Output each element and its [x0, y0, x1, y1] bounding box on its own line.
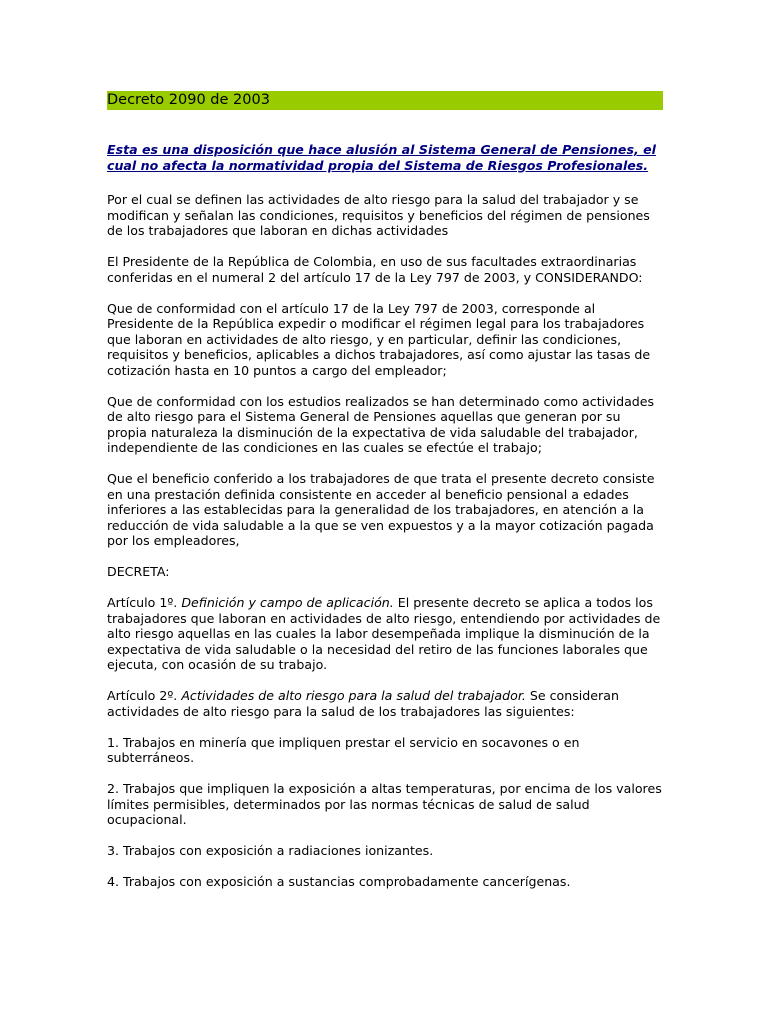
article-2: [107, 688, 663, 719]
article-2-body: Se consideran actividades de alto riesgo para la salud de los trabajadores las siguientes:: [107, 688, 619, 719]
list-item: 1. Trabajos en minería que impliquen prestar el servicio en socavones o en subterráneos.: [107, 734, 580, 765]
article-2-label: Artículo 2º.: [107, 688, 178, 703]
article-2-title: Actividades de alto riesgo para la salud del trabajador.: [181, 688, 526, 703]
document-page: [107, 91, 663, 890]
article-1: [107, 595, 663, 673]
intro-link[interactable]: Esta es una disposición que hace alusión al Sistema General de Pensiones, el cual no afecta la normatividad propia del Sistema de Riesgos Profesionales.: [107, 142, 656, 173]
list-item: 2. Trabajos que impliquen la exposición a altas temperaturas, por encima de los valores límites permisibles, determinados por las normas técnicas de salud de salud ocupacional.: [107, 781, 662, 827]
article-1-title: Definición y campo de aplicación.: [181, 595, 394, 610]
paragraph-purpose: Por el cual se definen las actividades de alto riesgo para la salud del trabajador y se modifican y señalan las condiciones, requisitos y beneficios del régimen de pensiones de los trabajadores que laboran en dichas actividades: [107, 192, 650, 238]
paragraph-considerando-3: Que el beneficio conferido a los trabajadores de que trata el presente decreto consiste en una prestación definida consistente en acceder al beneficio pensional a edades inferiores a las establecidas para la generalidad de los trabajadores, en atención a la reducción de vida saludable a la que se ven expuestos y a la mayor cotización pagada por los empleadores,: [107, 471, 655, 548]
decreta-heading: DECRETA:: [107, 564, 170, 579]
list-item: 3. Trabajos con exposición a radiaciones ionizantes.: [107, 843, 434, 858]
list-item: 4. Trabajos con exposición a sustancias comprobadamente cancerígenas.: [107, 874, 571, 889]
article-1-body: El presente decreto se aplica a todos los trabajadores que laboran en actividades de alto riesgo, entendiendo por actividades de alto riesgo aquellas en las cuales la labor desempeñada implique la disminución de la expectativa de vida saludable o la necesidad del retiro de las funciones laborales que ejecuta, con ocasión de su trabajo.: [107, 595, 661, 672]
paragraph-considerando-2: Que de conformidad con los estudios realizados se han determinado como actividades de alto riesgo para el Sistema General de Pensiones aquellas que generan por su propia naturaleza la disminución de la expectativa de vida saludable del trabajador, independiente de las condiciones en las cuales se efectúe el trabajo;: [107, 393, 655, 455]
paragraph-president: El Presidente de la República de Colombia, en uso de sus facultades extraordinarias conferidas en el numeral 2 del artículo 17 de la Ley 797 de 2003, y CONSIDERANDO:: [107, 254, 643, 285]
document-title: Decreto 2090 de 2003: [107, 91, 663, 110]
paragraph-considerando-1: Que de conformidad con el artículo 17 de la Ley 797 de 2003, corresponde al Presidente de la República expedir o modificar el régimen legal para los trabajadores que laboran en actividades de alto riesgo, y en particular, definir las condiciones, requisitos y beneficios, aplicables a dichos trabajadores, así como ajustar las tasas de cotización hasta en 10 puntos a cargo del empleador;: [107, 300, 651, 378]
article-1-label: Artículo 1º.: [107, 595, 178, 610]
